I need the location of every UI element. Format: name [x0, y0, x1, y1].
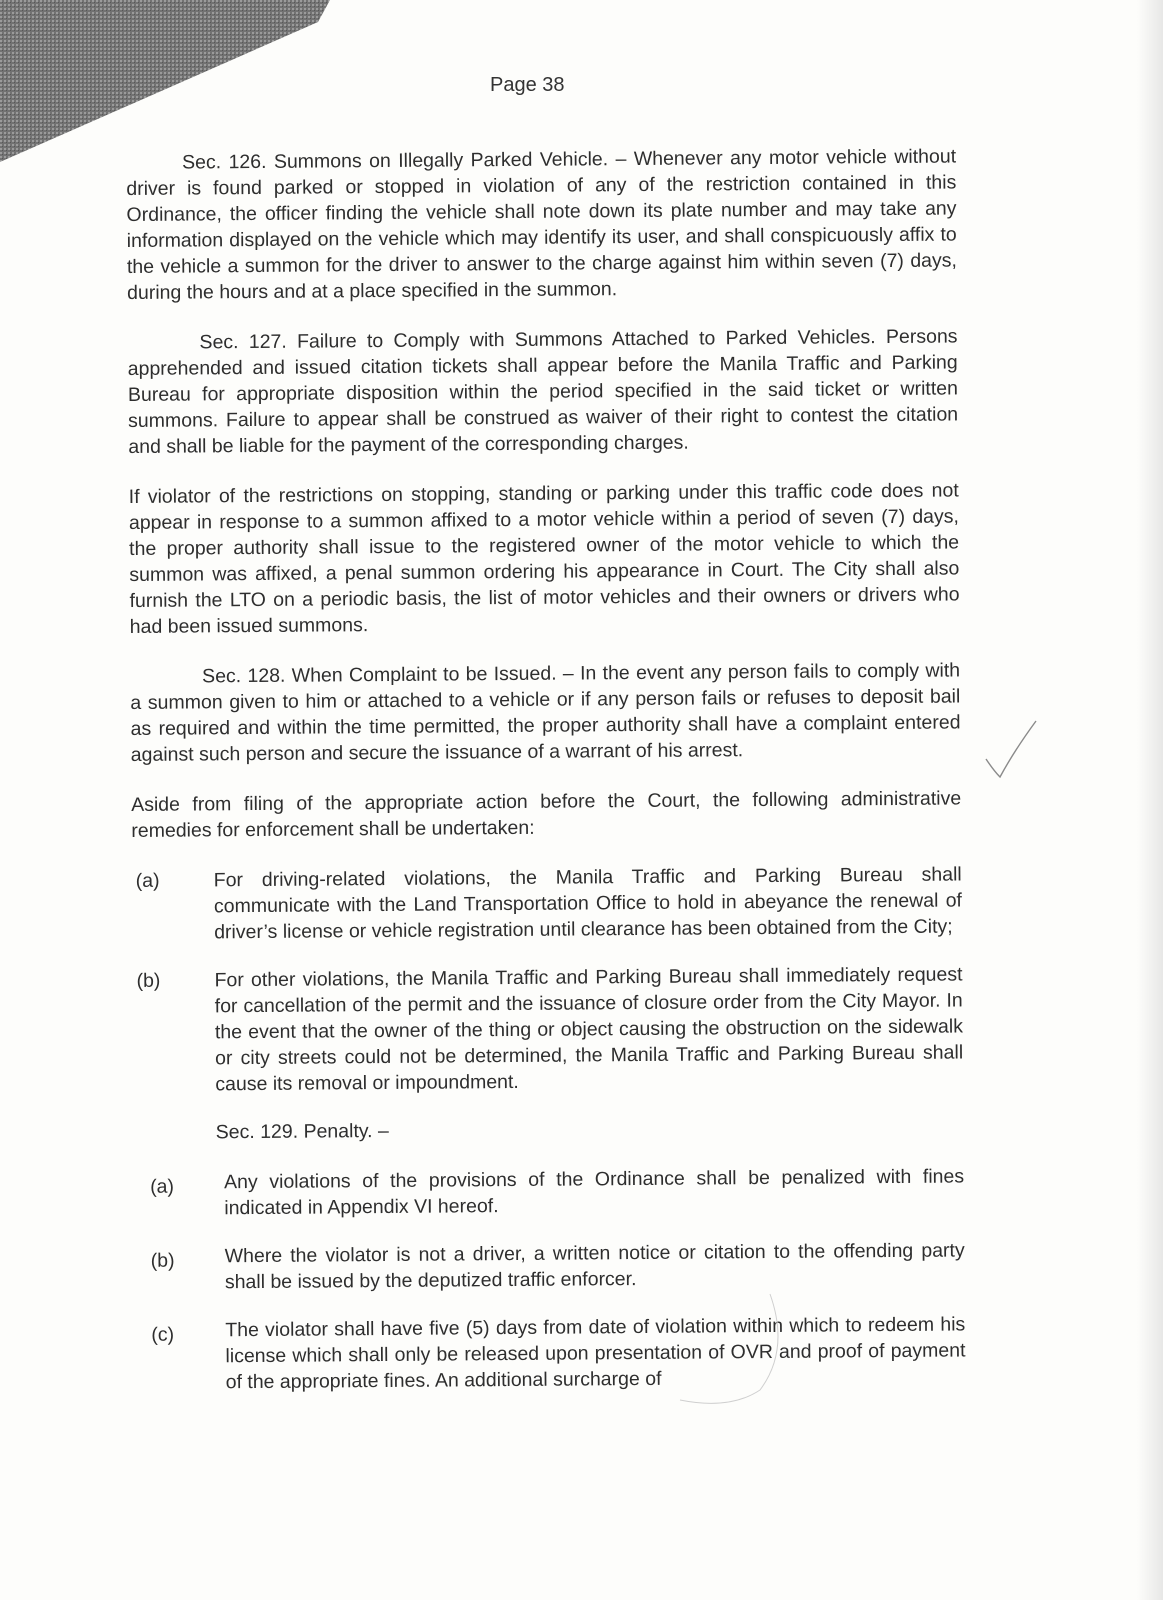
list-item [132, 961, 963, 1098]
list-item-text: The violator shall have five (5) days from date of violation within which to redeem his license which shall only be released upon presentation of OVR and proof of payment of the appropriate fines. An additional surcharge of [225, 1313, 966, 1394]
list-item-text: For other violations, the Manila Traffic and Parking Bureau shall immediately request for cancellation of the permit and the issuance of closure order from the City Mayor. In the event that the owner of the thing or object causing the obstruction on the sidewalk or city streets could not be determined, the Manila Traffic and Parking Bureau shall cause its removal or impoundment. [214, 963, 964, 1096]
list-item-label: (b) [150, 1249, 175, 1272]
document-body [126, 143, 966, 1417]
list-item-label: (b) [136, 969, 161, 992]
section-128: Sec. 128. When Complaint to be Issued. – In the event any person fails to comply with a summon given to him or attached to a vehicle or if any person fails or refuses to deposit bail as required and within the time permitted, the proper authority shall have a complaint entered against such person and secure the issuance of a warrant of his arrest. [130, 659, 961, 766]
handwritten-check-mark [980, 715, 1040, 785]
list-item-label: (a) [150, 1175, 175, 1198]
scan-edge-shadow [1137, 0, 1163, 1600]
list-item-text: For driving-related violations, the Manila Traffic and Parking Bureau shall communicate with the Land Transportation Office to hold in abeyance the renewal of driver’s license or vehicle registration until clearance has been obtained from the City; [213, 863, 963, 944]
section-126: Sec. 126. Summons on Illegally Parked Vehicle. – Whenever any motor vehicle without driver is found parked or stopped in violation of any of the restriction contained in this Ordinance, the officer finding the vehicle shall note down its plate number and may take any information displayed on the vehicle which may identify its user, and shall conspicuously affix to the vehicle a summon for the driver to answer to the charge against him within seven (7) days, during the hours and at a place specified in the summon. [126, 145, 957, 304]
section-127-continued: If violator of the restrictions on stopping, standing or parking under this traffic code does not appear in response to a summon affixed to a motor vehicle within a period of seven (7) days, the proper authority shall issue to the registered owner of the motor vehicle to which the summon was affixed, a penal summon ordering his appearance in Court. The City shall also furnish the LTO on a periodic basis, the list of motor vehicles and their owners or drivers who had been issued summons. [128, 479, 960, 638]
scan-shadow-corner [0, 0, 330, 170]
section-129-heading: Sec. 129. Penalty. – [215, 1119, 389, 1144]
page-number: Page 38 [490, 74, 565, 96]
list-item [135, 1237, 965, 1296]
list-item [132, 861, 963, 946]
list-item [135, 1311, 966, 1396]
faint-pencil-arc [640, 1290, 790, 1410]
list-item-label: (a) [135, 869, 160, 892]
section-127: Sec. 127. Failure to Comply with Summons Attached to Parked Vehicles. Persons apprehended and issued citation tickets shall appear before the Manila Traffic and Parking Bureau for appropriate disposition within the period specified in the said ticket or written summons. Failure to appear shall be construed as waiver of their right to contest the citation and shall be liable for the payment of the corresponding charges. [127, 325, 959, 458]
list-item-text: Any violations of the provisions of the Ordinance shall be penalized with fines indicated in Appendix VI hereof. [224, 1165, 965, 1220]
list-item-text: Where the violator is not a driver, a written notice or citation to the offending party shall be issued by the deputized traffic enforcer. [224, 1239, 965, 1294]
list-item-label: (c) [151, 1323, 175, 1346]
list-item [134, 1163, 964, 1222]
section-128-continued: Aside from filing of the appropriate action before the Court, the following administrative remedies for enforcement shall be undertaken: [131, 787, 962, 842]
